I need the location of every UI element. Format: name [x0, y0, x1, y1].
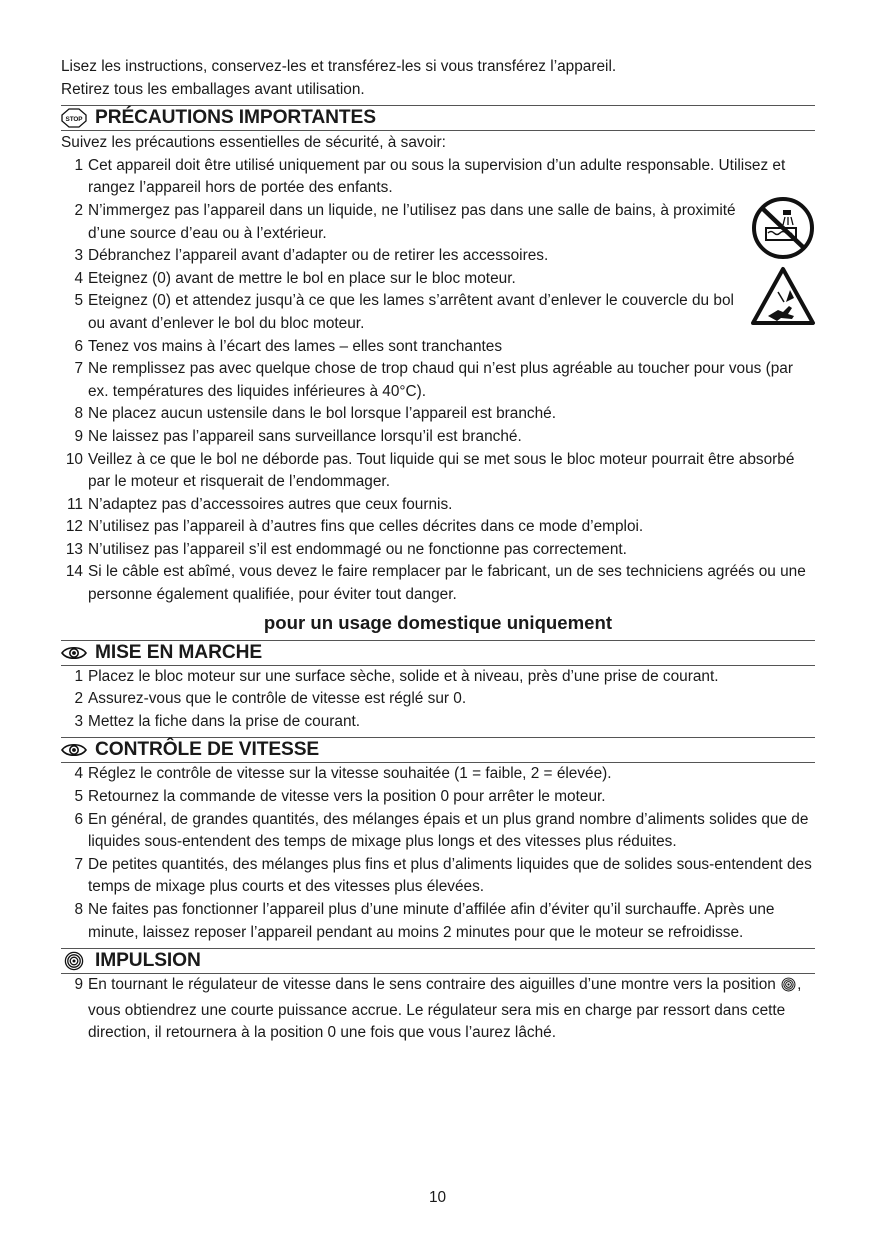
- item-text: Ne remplissez pas avec quelque chose de trop chaud qui n’est plus agréable au toucher pour vous (par ex. températures des liquides inférieures à 40°C).: [88, 360, 793, 400]
- list-item: [61, 336, 815, 359]
- item-text: Ne faites pas fonctionner l’appareil plus d’une minute d’affilée afin d’éviter qu’il surchauffe. Après une minute, laissez reposer l’appareil pendant au moins 2 minutes pour que le moteur se refroidisse.: [88, 901, 775, 941]
- section-header-impulsion: [61, 948, 815, 974]
- item-number: 4: [74, 765, 83, 783]
- list-item: [61, 245, 815, 268]
- item-text: Assurez-vous que le contrôle de vitesse est réglé sur 0.: [88, 690, 467, 708]
- item-text: Placez le bloc moteur sur une surface sèche, solide et à niveau, près d’une prise de courant.: [88, 667, 719, 685]
- item-text: De petites quantités, des mélanges plus fins et plus d’aliments liquides que de solides sous-entendent des temps de mixage plus courts et des vitesses plus élevées.: [88, 855, 812, 896]
- stop-icon-label: STOP: [65, 116, 83, 124]
- list-item: [61, 688, 815, 711]
- list-item: [61, 403, 815, 426]
- item-number: 10: [65, 450, 83, 468]
- item-number: 7: [74, 360, 83, 378]
- impulsion-list: [61, 974, 815, 1045]
- item-text-part: En tournant le régulateur de vitesse dans le sens contraire des aiguilles d’une montre vers la position: [88, 976, 781, 994]
- item-text: Débranchez l’appareil avant d’adapter ou de retirer les accessoires.: [88, 247, 549, 265]
- list-item: [61, 666, 815, 689]
- item-text: Tenez vos mains à l’écart des lames – elles sont tranchantes: [88, 337, 503, 355]
- eye-icon: [61, 643, 87, 663]
- item-text: Mettez la fiche dans la prise de courant.: [88, 712, 361, 730]
- list-item: [61, 899, 815, 944]
- item-text: Eteignez (0) avant de mettre le bol en place sur le bloc moteur.: [88, 269, 516, 287]
- item-number: 9: [74, 976, 83, 994]
- item-number: 8: [74, 405, 83, 423]
- intro: [61, 56, 815, 101]
- item-number: 6: [74, 337, 83, 355]
- section-title: IMPULSION: [95, 950, 201, 972]
- page-number: 10: [428, 1189, 447, 1206]
- item-text: Réglez le contrôle de vitesse sur la vitesse souhaitée (1 = faible, 2 = élevée).: [88, 765, 612, 783]
- item-text: N’utilisez pas l’appareil à d’autres fins que celles décrites dans ce mode d’emploi.: [88, 518, 644, 536]
- list-item: [61, 426, 815, 449]
- list-item: [61, 854, 815, 899]
- item-text: Veillez à ce que le bol ne déborde pas. Tout liquide qui se met sous le bloc moteur pourrait être absorbé par le moteur et risquerait de l’endommager.: [88, 450, 795, 491]
- item-number: 1: [74, 156, 83, 174]
- section-header-mise-en-marche: [61, 640, 815, 666]
- intro-line-1: Lisez les instructions, conservez-les et transférez-les si vous transférez l’appareil.: [61, 58, 617, 75]
- item-number: 14: [65, 563, 83, 581]
- item-number: 13: [65, 540, 83, 558]
- item-number: 5: [74, 788, 83, 806]
- item-text: Ne placez aucun ustensile dans le bol lorsque l’appareil est branché.: [88, 405, 556, 423]
- section-header-controle-vitesse: [61, 737, 815, 763]
- item-number: 4: [74, 269, 83, 287]
- item-number: 7: [74, 855, 83, 873]
- item-text: N’adaptez pas d’accessoires autres que ceux fournis.: [88, 495, 453, 513]
- pulse-spiral-icon: [61, 951, 87, 971]
- stop-icon: [61, 108, 87, 128]
- list-item: [61, 155, 815, 200]
- section-header-precautions: [61, 105, 815, 131]
- list-item: [61, 974, 815, 1045]
- item-text: N’utilisez pas l’appareil s’il est endommagé ou ne fonctionne pas correctement.: [88, 540, 627, 558]
- list-item: [61, 449, 815, 494]
- blade-hand-warning-icon: [750, 266, 816, 328]
- list-item: [61, 561, 815, 606]
- item-number: 11: [67, 495, 83, 513]
- list-item: [61, 711, 815, 734]
- no-bath-water-icon: [750, 196, 816, 260]
- list-item: [61, 516, 815, 539]
- section-title: PRÉCAUTIONS IMPORTANTES: [95, 107, 376, 129]
- mise-en-marche-list: [61, 666, 815, 734]
- item-text: Eteignez (0) et attendez jusqu’à ce que les lames s’arrêtent avant d’enlever le couvercle du bol ou avant d’enlever le bol du bloc moteur.: [88, 292, 734, 332]
- item-number: 12: [65, 518, 83, 536]
- domestic-use-notice: pour un usage domestique uniquement: [263, 611, 613, 633]
- item-number: 2: [74, 201, 83, 219]
- intro-line-2: Retirez tous les emballages avant utilisation.: [61, 80, 365, 98]
- controle-vitesse-list: [61, 763, 815, 944]
- item-number: 2: [74, 690, 83, 708]
- item-text: En général, de grandes quantités, des mélanges épais et un plus grand nombre d’aliments solides que de liquides sous-entendent des temps de mixage plus longs et des vitesses plus réduites.: [88, 810, 809, 851]
- list-item: [61, 539, 815, 562]
- item-text: [83, 974, 815, 1045]
- item-number: 9: [74, 427, 83, 445]
- manual-page: [61, 56, 815, 1045]
- list-item: [61, 290, 815, 335]
- item-number: 5: [74, 292, 83, 310]
- precautions-list: [61, 155, 815, 607]
- item-text: Cet appareil doit être utilisé uniquement par ou sous la supervision d’un adulte responsable. Utilisez et rangez l’appareil hors de portée des enfants.: [88, 156, 786, 197]
- list-item: [61, 763, 815, 786]
- list-item: [61, 809, 815, 854]
- item-number: 6: [74, 810, 83, 828]
- eye-icon: [61, 740, 87, 760]
- item-text: N’immergez pas l’appareil dans un liquide, ne l’utilisez pas dans une salle de bains, à proximité d’une source d’eau ou à l’extérieur.: [88, 201, 736, 242]
- precautions-lead: Suivez les précautions essentielles de sécurité, à savoir:: [61, 134, 446, 152]
- item-number: 1: [74, 667, 83, 685]
- pulse-spiral-icon: [781, 977, 796, 1000]
- list-item: [61, 358, 815, 403]
- section-title: CONTRÔLE DE VITESSE: [95, 739, 320, 761]
- item-text: Retournez la commande de vitesse vers la position 0 pour arrêter le moteur.: [88, 788, 606, 806]
- item-number: 3: [74, 247, 83, 265]
- section-title: MISE EN MARCHE: [95, 641, 263, 663]
- item-text: Ne laissez pas l’appareil sans surveillance lorsqu’il est branché.: [88, 427, 522, 445]
- list-item: [61, 786, 815, 809]
- item-number: 8: [74, 901, 83, 918]
- item-text-part: , vous obtiendrez une courte puissance accrue. Le régulateur sera mis en charge par ressort dans cette direction, il retournera à la position 0 une fois que vous l’aurez lâché.: [88, 976, 802, 1042]
- list-item: [61, 200, 815, 245]
- item-text: Si le câble est abîmé, vous devez le faire remplacer par le fabricant, un de ses techniciens agréés ou une personne également qualifiée, pour éviter tout danger.: [88, 563, 806, 604]
- warning-icons: [750, 196, 818, 328]
- list-item: [61, 494, 815, 517]
- item-number: 3: [74, 712, 83, 730]
- list-item: [61, 268, 815, 291]
